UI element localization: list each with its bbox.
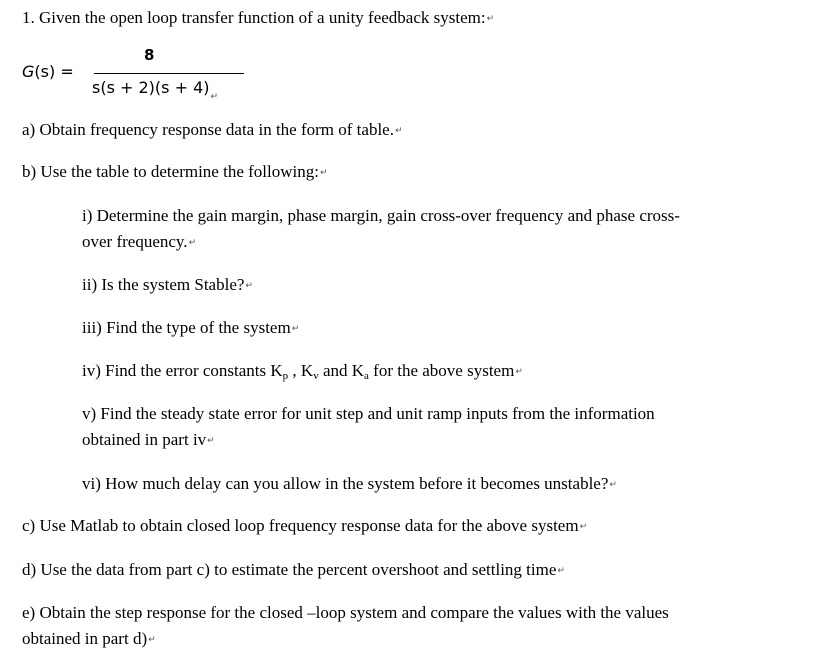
sub-i-line1: i) Determine the gain margin, phase margin, gain cross-over frequency and phase cross- <box>82 206 680 225</box>
paragraph-mark-icon: ↵ <box>210 92 219 102</box>
part-b: b) Use the table to determine the following:↵ <box>22 162 328 181</box>
sub-vi: vi) How much delay can you allow in the system before it becomes unstable?↵ <box>82 474 617 493</box>
paragraph-mark-icon: ↵ <box>291 324 300 334</box>
equation-lhs: G(s) = <box>22 62 74 81</box>
part-c: c) Use Matlab to obtain closed loop frequency response data for the above system↵ <box>22 516 588 535</box>
equation-numerator: 8 <box>144 46 155 64</box>
paragraph-mark-icon: ↵ <box>557 566 565 576</box>
equation-denominator: $s(s + 2)(s + 4)_↵$ <box>92 78 219 102</box>
part-a: a) Obtain frequency response data in the form of table.↵ <box>22 120 403 139</box>
paragraph-mark-icon: ↵ <box>245 281 253 291</box>
paragraph-mark-icon: ↵ <box>515 367 523 377</box>
sub-v-line1: v) Find the steady state error for unit step and unit ramp inputs from the information <box>82 404 655 423</box>
paragraph-mark-icon: ↵ <box>319 168 328 178</box>
sub-v-line2: obtained in part iv↵ <box>82 430 215 449</box>
paragraph-mark-icon: ↵ <box>579 522 588 532</box>
sub-iv: iv) Find the error constants $K_p$ , $K_v$ and $K_a$ for the above system↵ <box>82 361 523 382</box>
paragraph-mark-icon: ↵ <box>486 14 495 24</box>
paragraph-mark-icon: ↵ <box>188 238 197 248</box>
fraction-bar <box>94 73 244 74</box>
paragraph-mark-icon: ↵ <box>148 635 156 645</box>
sub-iii: iii) Find the type of the system↵ <box>82 318 300 337</box>
part-e-line2: obtained in part d)↵ <box>22 629 156 648</box>
part-e-line1: e) Obtain the step response for the closed –loop system and compare the values with the values <box>22 603 669 622</box>
sub-ii: ii) Is the system Stable?↵ <box>82 275 253 294</box>
question-intro: 1. Given the open loop transfer function of a unity feedback system:↵ <box>22 8 495 27</box>
paragraph-mark-icon: ↵ <box>394 126 403 136</box>
part-d: d) Use the data from part c) to estimate the percent overshoot and settling time↵ <box>22 560 565 579</box>
paragraph-mark-icon: ↵ <box>609 480 617 490</box>
paragraph-mark-icon: ↵ <box>207 436 215 446</box>
sub-i-line2: over frequency.↵ <box>82 232 197 251</box>
